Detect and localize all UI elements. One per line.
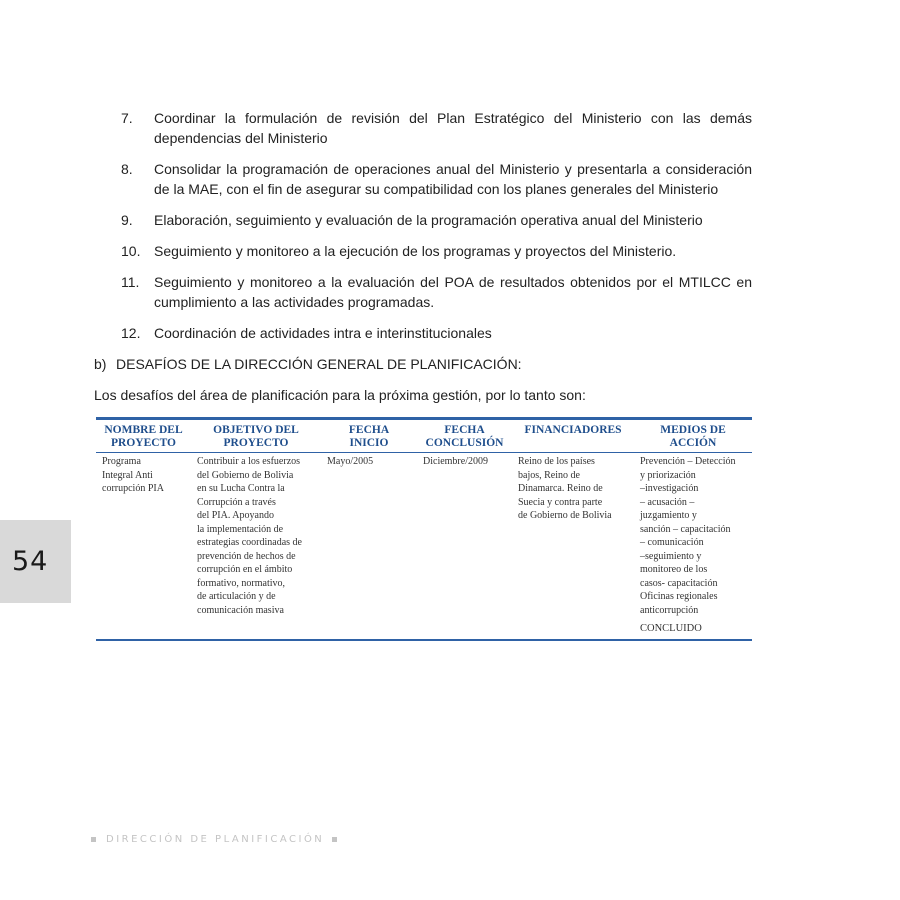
item-number: 11. [121, 274, 140, 290]
cell-fecha-conclusion: Diciembre/2009 [423, 456, 488, 467]
header-fecha-conclusion: FECHA CONCLUSIÓN [417, 419, 512, 453]
item-text: Elaboración, seguimiento y evaluación de la programación operativa anual del Ministerio [154, 212, 703, 228]
functions-list [121, 108, 752, 354]
cell-fecha-inicio: Mayo/2005 [327, 456, 374, 467]
footer-text: DIRECCIÓN DE PLANIFICACIÓN [106, 834, 325, 845]
page-number: 54 [12, 546, 49, 577]
table-header-row [96, 419, 752, 453]
header-nombre: NOMBRE DEL PROYECTO [96, 419, 191, 453]
item-number: 8. [121, 161, 133, 177]
list-item [121, 272, 752, 312]
table-row [96, 453, 752, 640]
footer-square-icon [332, 837, 337, 842]
section-title-text: DESAFÍOS DE LA DIRECCIÓN GENERAL DE PLANIFICACIÓN: [116, 356, 522, 372]
challenges-table [96, 417, 752, 641]
footer-square-icon [91, 837, 96, 842]
list-item [121, 323, 752, 343]
item-number: 10. [121, 243, 141, 259]
cell-financiadores: Reino de los países bajos, Reino de Dinamarca. Reino de Suecia y contra parte de Gobierno de Bolivia [518, 456, 612, 521]
status-concluido: CONCLUIDO [640, 623, 702, 634]
list-item [121, 108, 752, 148]
intro-paragraph: Los desafíos del área de planificación para la próxima gestión, por lo tanto son: [94, 387, 586, 403]
cell-objetivo: Contribuir a los esfuerzos del Gobierno de Bolivia en su Lucha Contra la Corrupción a través del PIA. Apoyando la implementación de estrategias coordinadas de prevención de hechos de corrupción en el ámbito formativo, normativo, de articulación y de comunicación masiva [197, 456, 302, 616]
page-number-tab [0, 520, 71, 603]
header-objetivo: OBJETIVO DEL PROYECTO [191, 419, 321, 453]
header-financiadores: FINANCIADORES [512, 419, 634, 453]
item-text: Coordinar la formulación de revisión del Plan Estratégico del Ministerio con las demás dependencias del Ministerio [154, 110, 752, 146]
item-number: 7. [121, 110, 133, 126]
cell-nombre: Programa Integral Anti corrupción PIA [102, 456, 164, 494]
section-letter: b) [94, 356, 107, 372]
item-text: Consolidar la programación de operaciones anual del Ministerio y presentarla a consideración de la MAE, con el fin de asegurar su compatibilidad con los planes generales del Ministerio [154, 161, 752, 197]
header-medios: MEDIOS DE ACCIÓN [634, 419, 752, 453]
item-text: Seguimiento y monitoreo a la ejecución de los programas y proyectos del Ministerio. [154, 243, 677, 259]
item-number: 9. [121, 212, 133, 228]
item-number: 12. [121, 325, 141, 341]
item-text: Coordinación de actividades intra e interinstitucionales [154, 325, 492, 341]
challenges-table-wrapper [96, 417, 752, 641]
section-heading [94, 355, 522, 373]
list-item [121, 159, 752, 199]
list-item [121, 210, 752, 230]
list-item [121, 241, 752, 261]
item-text: Seguimiento y monitoreo a la evaluación del POA de resultados obtenidos por el MTILCC en cumplimiento a las actividades programadas. [154, 274, 752, 310]
page-footer [91, 834, 337, 845]
cell-medios: Prevención – Detección y priorización –investigación – acusación – juzgamiento y sanción – capacitación – comunicación –seguimiento y monitoreo de los casos- capacitación Oficinas regionales anticorrupción CONCLUIDO [634, 453, 752, 640]
header-fecha-inicio: FECHA INICIO [321, 419, 417, 453]
